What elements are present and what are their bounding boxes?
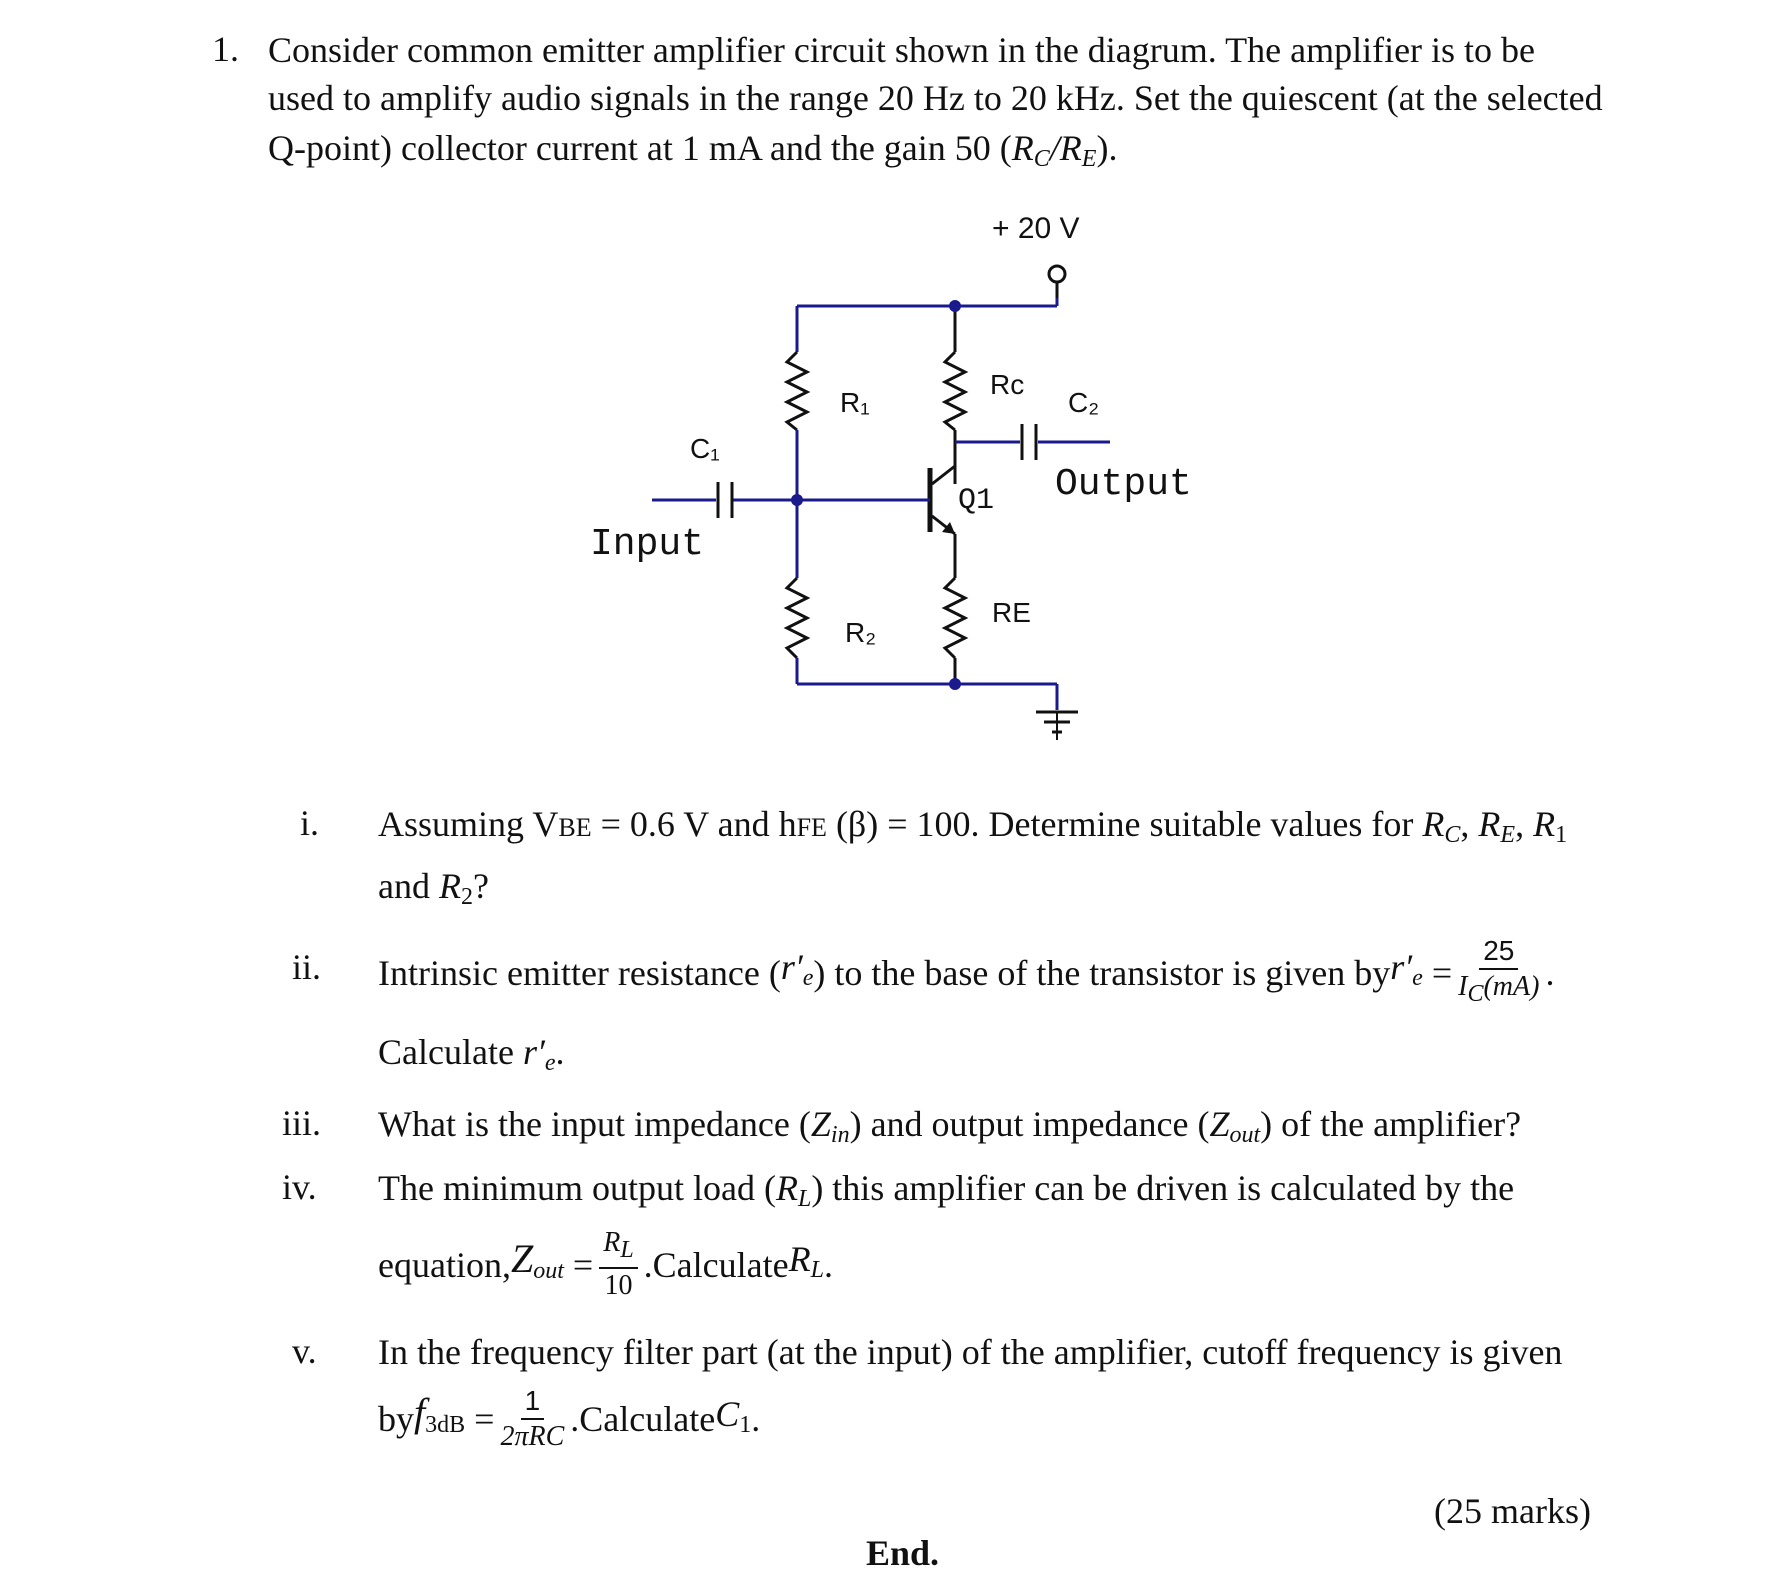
part-i-line1: Assuming VBE = 0.6 V and hFE (β) = 100. Determine suitable values for $R_C$, $R_E$, $R_1$ — [378, 804, 1568, 848]
end-label: End. — [866, 1533, 940, 1573]
part-iii-numeral: iii. — [282, 1103, 322, 1143]
supply-terminal — [1049, 266, 1065, 282]
c1-label: C₁ — [690, 433, 720, 464]
question-intro-line3: Q-point) collector current at 1 mA and the gain 50 $(R_C/R_E)$. — [268, 128, 1118, 172]
f3db-formula-fraction: $\frac{1}{\text{2πRC}}$ — [500, 1385, 565, 1452]
part-iii-text: What is the input impedance $(Z_{in})$ and output impedance $(Z_{out})$ of the amplifier? — [378, 1104, 1522, 1148]
re-resistor — [945, 578, 965, 658]
junction-top — [949, 300, 961, 312]
intro-line3-prefix: Q-point) collector current at 1 mA and the gain 50 ( — [268, 128, 1012, 168]
part-ii-line2: Calculate $r'_e$. — [378, 1032, 565, 1076]
question-intro-line1: Consider common emitter amplifier circuit shown in the diagrum. The amplifier is to be — [268, 30, 1536, 70]
part-ii-numeral: ii. — [292, 947, 322, 987]
intro-line3-suffix: ). — [1096, 128, 1118, 168]
part-i-line2: and $R_2$? — [378, 866, 489, 910]
r1-label: R₁ — [840, 387, 870, 418]
part-iv-line1: The minimum output load $(R_L)$ this amplifier can be driven is calculated by the — [378, 1168, 1515, 1212]
rc-resistor — [945, 352, 965, 430]
zout-formula-fraction: $\frac{RL}{10}$ — [599, 1226, 637, 1303]
part-v-line2: by $f_{3dB}$ = $\frac{1}{\text{2πRC}}$ . Calculate $C_1$ . — [378, 1385, 761, 1452]
part-iv-line2: equation, $Z_{out}$ = $\frac{RL}{10}$ . Calculate $R_L$ . — [378, 1227, 833, 1301]
re-formula-fraction: $\frac{25}{IC(mA)}$ — [1458, 935, 1540, 1007]
q1-label: Q1 — [958, 484, 995, 518]
q1-collector — [932, 466, 955, 484]
rc-label: Rc — [990, 369, 1025, 400]
part-v-line1: In the frequency filter part (at the input) of the amplifier, cutoff frequency is given — [378, 1332, 1563, 1372]
re-label: RE — [992, 597, 1031, 628]
supply-label: + 20 V — [992, 212, 1080, 245]
output-label: Output — [1055, 463, 1192, 506]
question-number: 1. — [212, 29, 239, 69]
r2-resistor — [787, 578, 807, 658]
marks: (25 marks) — [1434, 1491, 1591, 1531]
junction-base — [791, 494, 803, 506]
question-intro-line2: used to amplify audio signals in the range 20 Hz to 20 kHz. Set the quiescent (at the selected — [268, 78, 1603, 118]
junction-bottom — [949, 678, 961, 690]
input-label: Input — [590, 523, 705, 566]
part-i-numeral: i. — [300, 803, 320, 843]
part-iv-numeral: iv. — [282, 1167, 317, 1207]
part-v-numeral: v. — [292, 1331, 317, 1371]
r2-label: R₂ — [845, 617, 877, 648]
ground-icon — [1036, 712, 1078, 740]
r1-resistor — [787, 352, 807, 430]
part-ii-line1: Intrinsic emitter resistance ( $r'_e$ ) to the base of the transistor is given by $r'_e$ = $\frac{25}{IC(mA)}$ . — [378, 934, 1554, 1011]
c2-label: C₂ — [1068, 387, 1100, 418]
